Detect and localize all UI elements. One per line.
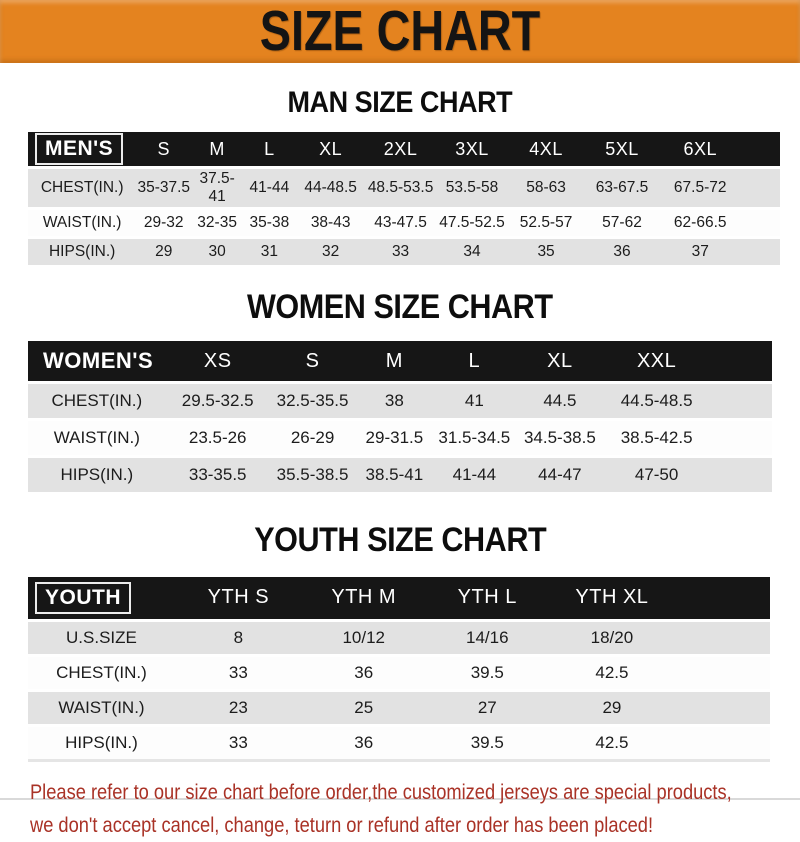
table-corner-label-text: WOMEN'S (43, 348, 154, 374)
size-value-cell: 32.5-35.5 (276, 391, 349, 411)
order-policy-line-2: we don't accept cancel, change, teturn or refund after order has been placed! (30, 813, 654, 837)
size-value-cell: 38.5-42.5 (620, 428, 693, 448)
size-value-cell: 44-48.5 (304, 179, 357, 196)
size-value-cell: 25 (354, 697, 374, 717)
header-spacer-cell (709, 341, 772, 381)
size-value-cell: 34 (463, 243, 481, 260)
row-label: HIPS(IN.) (48, 243, 116, 260)
row-spacer-cell (709, 421, 772, 455)
size-value-cell: 35-38 (249, 214, 290, 231)
size-value-cell: 26-29 (290, 428, 335, 448)
size-table-header-row (28, 577, 770, 619)
size-value-cell: 44-47 (538, 465, 582, 485)
size-value-cell: 63-67.5 (595, 179, 649, 196)
size-value-cell: 42.5 (595, 662, 629, 682)
size-value-cell: 8 (233, 627, 244, 647)
table-corner-label (28, 341, 166, 381)
size-value-cell: 36 (613, 243, 631, 260)
size-table-row (28, 169, 780, 207)
size-value-cell: 32-35 (197, 214, 237, 231)
size-value-cell: 33 (391, 243, 410, 260)
size-value-cell: 38.5-41 (365, 465, 424, 485)
row-label: U.S.SIZE (66, 627, 137, 647)
row-label: WAIST(IN.) (58, 697, 145, 717)
row-label: CHEST(IN.) (56, 662, 147, 682)
size-value-cell: 41-44 (452, 465, 497, 485)
row-spacer-cell (709, 458, 772, 492)
size-value-cell: 58-63 (526, 179, 566, 196)
size-table-row (28, 458, 772, 492)
row-spacer-cell (675, 727, 770, 762)
size-value-cell: 48.5-53.5 (367, 179, 434, 196)
size-column-header: L (243, 132, 296, 166)
size-value-cell: 38 (384, 391, 404, 411)
youth-section-heading: YOUTH SIZE CHART (253, 521, 546, 560)
size-value-cell: 44.5-48.5 (620, 391, 693, 411)
size-value-cell: 52.5-57 (519, 214, 573, 231)
size-value-cell: 29 (155, 243, 173, 260)
size-value-cell: 33 (175, 727, 302, 762)
size-value-cell: 39.5 (470, 662, 504, 682)
size-value-cell: 31.5-34.5 (438, 428, 511, 448)
size-table-row (28, 657, 770, 689)
size-value-cell: 32 (322, 243, 340, 260)
size-value-cell: 37 (691, 243, 709, 260)
banner-title: SIZE CHART (259, 0, 541, 63)
table-corner-label-text: YOUTH (35, 582, 131, 614)
size-value-cell: 53.5-58 (445, 179, 499, 196)
man-size-section (0, 86, 800, 268)
size-column-header: M (355, 341, 433, 381)
row-label: CHEST(IN.) (40, 179, 124, 196)
size-value-cell: 38-43 (310, 214, 351, 231)
row-label: CHEST(IN.) (51, 391, 143, 411)
man-section-heading: MAN SIZE CHART (287, 86, 513, 119)
youth-size-section (0, 522, 800, 764)
size-column-header: XL (515, 341, 604, 381)
row-label: WAIST(IN.) (53, 428, 140, 448)
size-value-cell: 35.5-38.5 (276, 465, 349, 485)
row-label: WAIST(IN.) (42, 214, 122, 231)
size-column-header: XL (296, 132, 366, 166)
row-label: HIPS(IN.) (28, 727, 175, 762)
womens-size-table (28, 338, 772, 495)
size-table-row (28, 692, 770, 724)
size-value-cell: 27 (477, 697, 497, 717)
size-value-cell: 42.5 (549, 727, 675, 762)
size-value-cell: 47.5-52.5 (439, 214, 505, 231)
header-spacer-cell (675, 577, 770, 619)
order-policy-line-1: Please refer to our size chart before order,the customized jerseys are special products, (30, 780, 732, 804)
row-spacer-cell (709, 384, 772, 418)
size-table-row (28, 622, 770, 654)
size-column-header: XS (166, 341, 270, 381)
row-spacer-cell (740, 239, 780, 265)
size-value-cell: 33 (228, 662, 248, 682)
size-value-cell: 14/16 (466, 627, 509, 647)
table-corner-label (28, 132, 136, 166)
order-policy-note (30, 776, 800, 842)
size-value-cell: 39.5 (426, 727, 549, 762)
size-table-header-row (28, 341, 772, 381)
table-corner-label-text: MEN'S (35, 133, 123, 165)
row-spacer-cell (740, 169, 780, 207)
size-value-cell: 41 (464, 391, 484, 411)
row-label: HIPS(IN.) (60, 465, 134, 485)
size-value-cell: 43-47.5 (374, 214, 427, 231)
size-column-header: YTH XL (549, 577, 675, 619)
row-spacer-cell (675, 657, 770, 689)
size-value-cell: 23 (228, 697, 248, 717)
size-value-cell: 29.5-32.5 (181, 391, 254, 411)
size-column-header: YTH L (426, 577, 549, 619)
size-value-cell: 37.5-41 (199, 170, 235, 205)
size-value-cell: 44.5 (543, 391, 577, 411)
size-value-cell: 34.5-38.5 (523, 428, 596, 448)
size-value-cell: 31 (260, 243, 278, 260)
size-column-header: YTH M (302, 577, 426, 619)
size-column-header: S (270, 341, 356, 381)
size-value-cell: 33-35.5 (188, 465, 247, 485)
size-value-cell: 29-32 (143, 214, 184, 231)
size-column-header: XXL (605, 341, 709, 381)
header-spacer-cell (740, 132, 780, 166)
size-column-header: YTH S (175, 577, 302, 619)
size-table-row (28, 727, 770, 762)
table-corner-label (28, 577, 175, 619)
size-table-row (28, 239, 780, 265)
size-column-header: 3XL (436, 132, 509, 166)
size-value-cell: 10/12 (342, 627, 385, 647)
size-value-cell: 57-62 (602, 214, 642, 231)
row-spacer-cell (675, 692, 770, 724)
size-table-row (28, 210, 780, 236)
size-value-cell: 35 (537, 243, 555, 260)
size-value-cell: 41-44 (249, 179, 290, 196)
women-size-section (0, 289, 800, 495)
mens-size-table (28, 129, 780, 268)
size-column-header: S (136, 132, 191, 166)
size-column-header: 5XL (584, 132, 661, 166)
size-value-cell: 18/20 (590, 627, 634, 647)
size-column-header: 2XL (366, 132, 436, 166)
size-value-cell: 67.5-72 (673, 179, 727, 196)
size-value-cell: 36 (354, 662, 374, 682)
youth-size-table (28, 574, 770, 765)
size-chart-banner (0, 0, 800, 63)
size-table-header-row (28, 132, 780, 166)
size-value-cell: 47-50 (634, 465, 679, 485)
size-column-header: 4XL (508, 132, 583, 166)
size-table-row (28, 421, 772, 455)
size-value-cell: 36 (302, 727, 426, 762)
row-spacer-cell (675, 622, 770, 654)
size-column-header: M (191, 132, 243, 166)
size-value-cell: 23.5-26 (188, 428, 247, 448)
size-column-header: 6XL (660, 132, 740, 166)
size-value-cell: 29 (602, 697, 622, 717)
size-value-cell: 62-66.5 (673, 214, 727, 231)
size-table-row (28, 384, 772, 418)
size-value-cell: 30 (208, 243, 226, 260)
size-column-header: L (433, 341, 515, 381)
row-spacer-cell (740, 210, 780, 236)
size-value-cell: 29-31.5 (365, 428, 424, 448)
women-section-heading: WOMEN SIZE CHART (247, 288, 553, 326)
size-value-cell: 35-37.5 (137, 179, 191, 196)
